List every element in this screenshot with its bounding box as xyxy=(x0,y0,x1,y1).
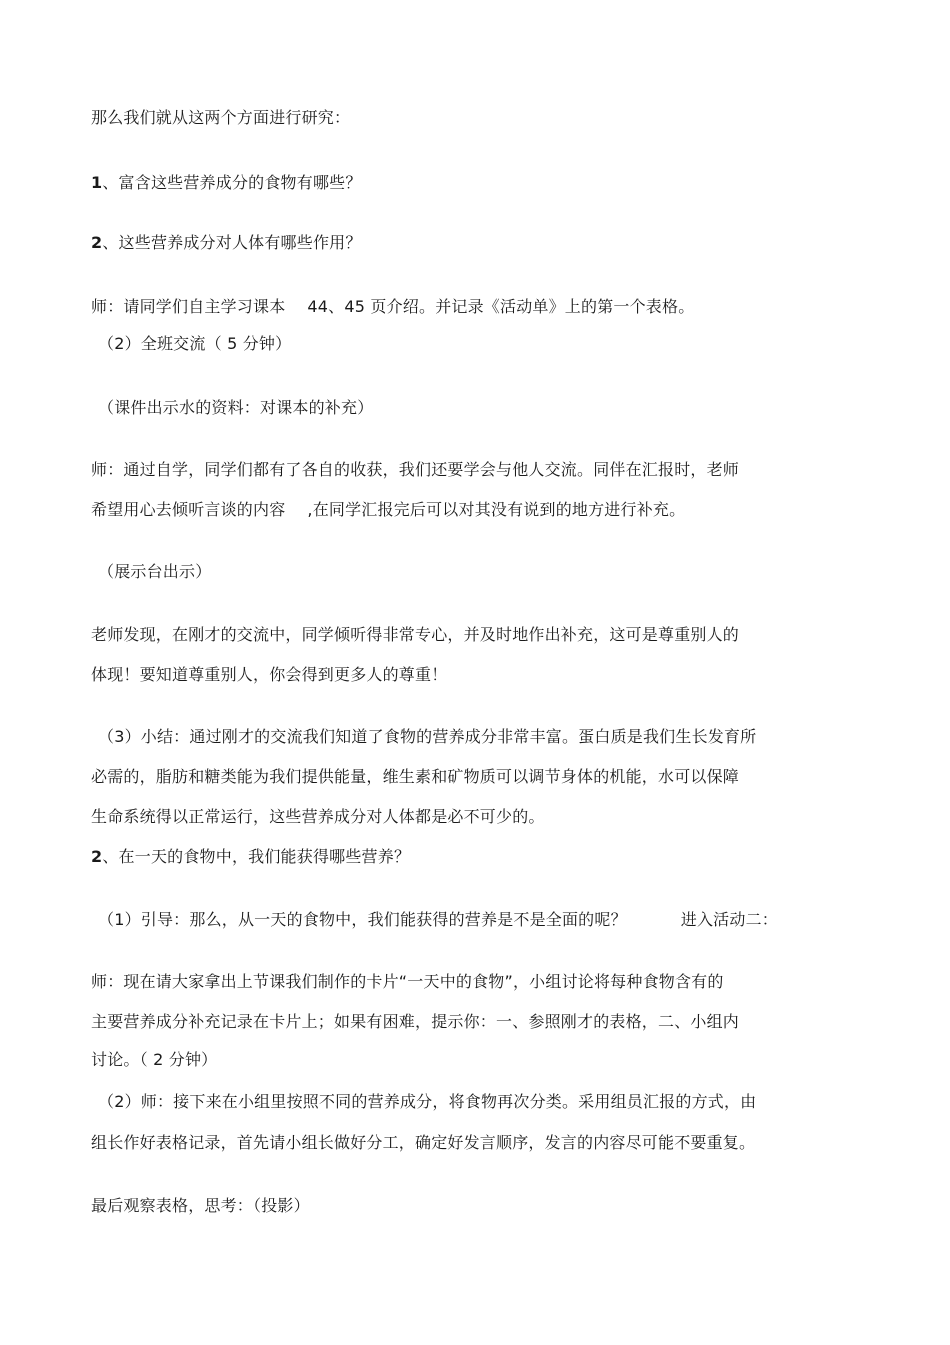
guide-line: （1）引导：那么，从一天的食物中，我们能获得的营养是不是全面的呢？ 进入活动二： xyxy=(98,910,778,929)
question-1: 1、富含这些营养成分的食物有哪些？ xyxy=(91,173,362,192)
intro-line: 那么我们就从这两个方面进行研究： xyxy=(91,108,351,127)
teacher-instruction: 师：请同学们自主学习课本 44、45 页介绍。并记录《活动单》上的第一个表格。 xyxy=(91,297,695,316)
paragraph-line: 师：现在请大家拿出上节课我们制作的卡片“一天中的食物”，小组讨论将每种食物含有的 xyxy=(91,972,724,991)
summary-line: 必需的，脂肪和糖类能为我们提供能量，维生素和矿物质可以调节身体的机能，水可以保障 xyxy=(91,767,740,786)
paragraph-line: 组长作好表格记录，首先请小组长做好分工，确定好发言顺序，发言的内容尽可能不要重复。 xyxy=(91,1133,756,1152)
summary-line: （3）小结：通过刚才的交流我们知道了食物的营养成分非常丰富。蛋白质是我们生长发育所 xyxy=(98,727,757,746)
display-note: （展示台出示） xyxy=(98,562,212,581)
question-2: 2、这些营养成分对人体有哪些作用？ xyxy=(91,233,362,252)
paragraph-line: 体现！要知道尊重别人，你会得到更多人的尊重！ xyxy=(91,665,448,684)
courseware-note: （课件出示水的资料：对课本的补充） xyxy=(98,398,374,417)
summary-line: 生命系统得以正常运行，这些营养成分对人体都是必不可少的。 xyxy=(91,807,545,826)
section-2-heading: 2、在一天的食物中，我们能获得哪些营养？ xyxy=(91,847,411,866)
paragraph-line: 讨论。（ 2 分钟） xyxy=(91,1050,218,1069)
question-number: 1 xyxy=(91,173,103,192)
section-number: 2 xyxy=(91,847,103,866)
paragraph-line: （2）师：接下来在小组里按照不同的营养成分，将食物再次分类。采用组员汇报的方式，由 xyxy=(98,1092,757,1111)
paragraph-line: 老师发现，在刚才的交流中，同学倾听得非常专心，并及时地作出补充，这可是尊重别人的 xyxy=(91,625,740,644)
paragraph-line: 希望用心去倾听言谈的内容 ,在同学汇报完后可以对其没有说到的地方进行补充。 xyxy=(91,500,686,519)
closing-line: 最后观察表格，思考：（投影） xyxy=(91,1196,310,1215)
paragraph-line: 师：通过自学，同学们都有了各自的收获，我们还要学会与他人交流。同伴在汇报时，老师 xyxy=(91,460,740,479)
question-number: 2 xyxy=(91,233,103,252)
paragraph-line: 主要营养成分补充记录在卡片上；如果有困难，提示你：一、参照刚才的表格，二、小组内 xyxy=(91,1012,740,1031)
step-2-heading: （2）全班交流（ 5 分钟） xyxy=(98,334,292,353)
